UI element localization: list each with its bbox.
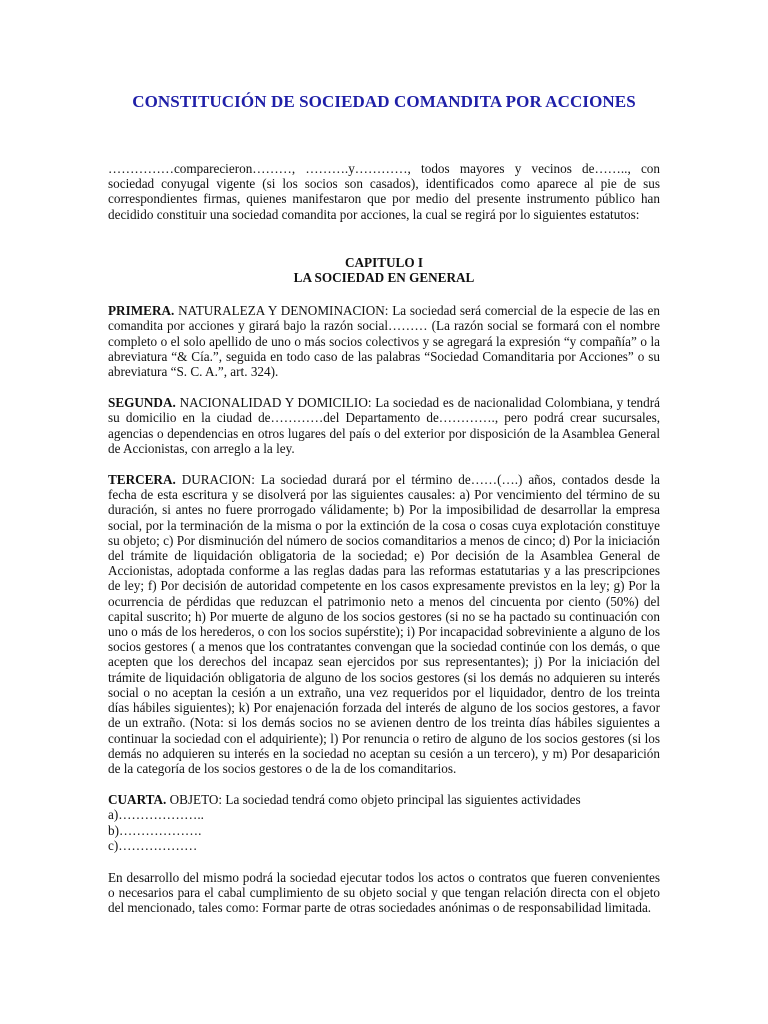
clause-label: TERCERA. xyxy=(108,472,176,488)
list-item: c)……………… xyxy=(108,837,198,853)
clause-segunda xyxy=(108,395,660,456)
clause-tercera xyxy=(108,472,660,776)
chapter-number: CAPITULO I xyxy=(344,254,424,270)
clause-text: OBJETO: La sociedad tendrá como objeto principal las siguientes actividades xyxy=(166,792,581,808)
chapter-heading xyxy=(108,255,660,285)
objeto-list xyxy=(108,807,660,853)
clause-text: NACIONALIDAD Y DOMICILIO: La sociedad es de nacionalidad Colombiana, y tendrá su domicilio en la ciudad de…………del Departamento de…………., pero podrá crear sucursales, agencias o dependencias en otros lugares del país o del exterior por disposición de la Asamblea General de Accionistas, con arreglo a la ley. xyxy=(108,395,660,456)
intro-paragraph: ……………comparecieron………, ……….y…………, todos mayores y vecinos de…….., con sociedad conyugal vigente (si los socios son casados), identificados como aparece al pie de sus correspondientes firmas, quienes manifestaron que por medio del presente instrumento público han decidido constituir una sociedad comandita por acciones, la cual se regirá por lo siguientes estatutos: xyxy=(108,161,660,222)
list-item: a)……………….. xyxy=(108,807,204,823)
closing-paragraph: En desarrollo del mismo podrá la sociedad ejecutar todos los actos o contratos que fueren convenientes o necesarios para el cabal cumplimiento de su objeto social y que tengan relación directa con el objeto del mencionado, tales como: Formar parte de otras sociedades anónimas o de responsabilidad limitada. xyxy=(108,869,660,916)
clause-primera xyxy=(108,303,660,379)
document-title: CONSTITUCIÓN DE SOCIEDAD COMANDITA POR ACCIONES xyxy=(132,92,636,111)
chapter-name: LA SOCIEDAD EN GENERAL xyxy=(293,270,475,286)
list-item: b)………………. xyxy=(108,822,202,838)
clause-cuarta xyxy=(108,792,660,807)
clause-label: CUARTA. xyxy=(108,792,167,808)
clause-text: DURACION: La sociedad durará por el término de……(….) años, contados desde la fecha de esta escritura y se disolverá por las siguientes causales: a) Por vencimiento del término de su duración, si antes no fuere prorrogado válidamente; b) Por la imposibilidad de desarrollar la empresa social, por la terminación de la misma o por la extinción de la cosa o cosas cuya explotación constituye su objeto; c) Por disminución del número de socios comanditarios a menos de cinco; d) Por la iniciación del trámite de liquidación obligatoria de la sociedad; e) Por decisión de la Asamblea General de Accionistas, adoptada conforme a las reglas dadas para las reformas estatutarias y a las prescripciones de ley; f) Por decisión de autoridad competente en los casos expresamente previstos en la ley; g) Por la ocurrencia de pérdidas que reduzcan el patrimonio neto a menos del cincuenta por ciento (50%) del capital suscrito; h) Por muerte de alguno de los socios gestores (si no se ha pactado su continuación con uno o más de los herederos, o con los socios supérstite); i) Por incapacidad sobreviniente a alguno de los socios gestores ( a menos que los contratantes convengan que la sociedad continúe con los demás, o que acepten que los derechos del incapaz sean ejercidos por sus representantes); j) Por la iniciación del trámite de liquidación obligatoria de alguno de los socios gestores (si los demás no adquieren su interés social o no aceptan la cesión a un extraño, una vez requeridos por el liquidador, dentro de los treinta días hábiles siguientes); k) Por enajenación forzada del interés de alguno de los socios gestores, a favor de un extraño. (Nota: si los demás socios no se avienen dentro de los treinta días hábiles siguientes a continuar la sociedad con el adquiriente); l) Por renuncia o retiro de alguno de los socios gestores (si los demás no adquieren su interés en la sociedad no aceptan su cesión a un tercero), y m) Por desaparición de la categoría de los socios gestores o de la de los comanditarios. xyxy=(108,472,660,776)
clause-label: SEGUNDA. xyxy=(108,395,176,411)
clause-text: NATURALEZA Y DENOMINACION: La sociedad será comercial de la especie de las en comandita por acciones y girará bajo la razón social……… (La razón social se formará con el nombre completo o el solo apellido de uno o más socios colectivos y se agregará la expresión “y compañía” o la abreviatura “& Cía.”, seguida en todo caso de las palabras “Sociedad Comanditaria por Acciones” o su abreviatura “S. C. A.”, art. 324). xyxy=(108,303,660,380)
clause-label: PRIMERA. xyxy=(108,303,175,319)
